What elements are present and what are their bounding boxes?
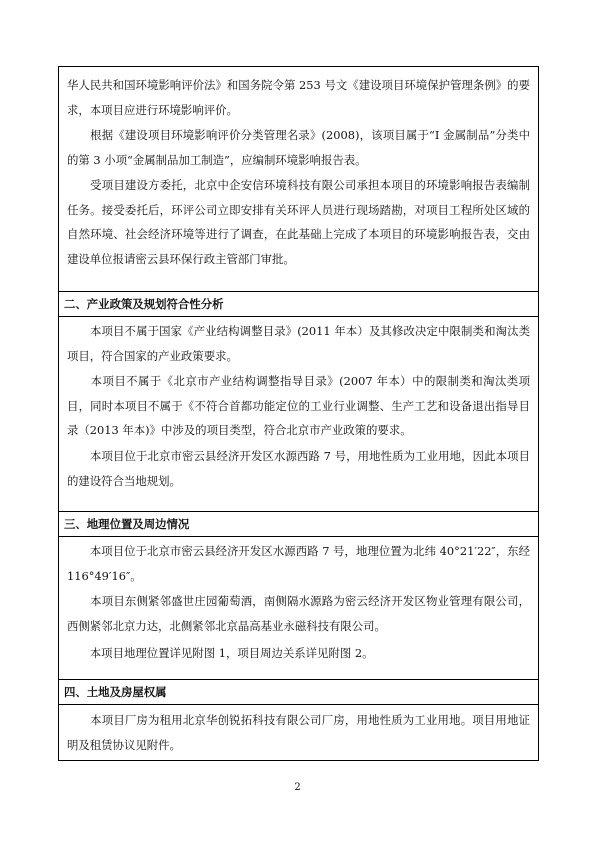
row-divider bbox=[59, 679, 538, 680]
intro-paragraph-1: 华人民共和国环境影响评价法》和国务院令第 253 号文《建设项目环境保护管理条例》的要求，本项目应进行环境影响评价。 bbox=[67, 78, 530, 117]
location-paragraph-3: 本项目地理位置详见附图 1，项目周边关系详见附图 2。 bbox=[67, 646, 374, 660]
section-heading-land: 四、土地及房屋权属 bbox=[64, 685, 167, 699]
intro-paragraph-3: 受项目建设方委托，北京中企安信环境科技有限公司承担本项目的环境影响报告表编制任务。接受委托后，环评公司立即安排有关环评人员进行现场踏勘，对项目工程所处区域的自然环境、社会经济环境等进行了调查，在此基础上完成了本项目的环境影响报告表，交由建设单位报请密云县环保行政主管部门审批。 bbox=[67, 178, 530, 266]
section-heading-location: 三、地理位置及周边情况 bbox=[64, 517, 190, 531]
page-number: 2 bbox=[294, 782, 301, 793]
intro-paragraph-2: 根据《建设项目环境影响评价分类管理名录》(2008)，该项目属于“I 金属制品”分类中的第 3 小项“金属制品加工制造”，应编制环境影响报告表。 bbox=[67, 128, 530, 167]
location-paragraph-2: 本项目东侧紧邻盛世庄园葡萄酒，南侧隔水源路为密云经济开发区物业管理有限公司，西侧紧邻北京力达，北侧紧邻北京晶高基业永磁科技有限公司。 bbox=[67, 594, 530, 633]
policy-paragraph-1: 本项目不属于国家《产业结构调整目录》(2011 年本）及其修改决定中限制类和淘汰类项目，符合国家的产业政策要求。 bbox=[67, 324, 530, 363]
content-table bbox=[58, 66, 539, 761]
location-paragraph-1: 本项目位于北京市密云县经济开发区水源西路 7 号，地理位置为北纬 40°21′22″，东经 116°49′16″。 bbox=[67, 544, 530, 583]
policy-paragraph-3: 本项目位于北京市密云县经济开发区水源西路 7 号，用地性质为工业用地，因此本项目的建设符合当地规划。 bbox=[67, 449, 530, 488]
section-heading-policy: 二、产业政策及规划符合性分析 bbox=[64, 297, 224, 311]
row-divider bbox=[59, 704, 538, 705]
policy-paragraph-2: 本项目不属于《北京市产业结构调整指导目录》(2007 年本）中的限制类和淘汰类项目，同时本项目不属于《不符合首都功能定位的工业行业调整、生产工艺和设备退出指导目录（2013 年本)》中涉及的项目类型，符合北京市产业政策的要求。 bbox=[67, 374, 530, 438]
row-divider bbox=[59, 316, 538, 317]
row-divider bbox=[59, 536, 538, 537]
land-paragraph-1: 本项目厂房为租用北京华创锐拓科技有限公司厂房，用地性质为工业用地。项目用地证明及租赁协议见附件。 bbox=[67, 713, 530, 752]
row-divider bbox=[59, 511, 538, 512]
row-divider bbox=[59, 291, 538, 292]
